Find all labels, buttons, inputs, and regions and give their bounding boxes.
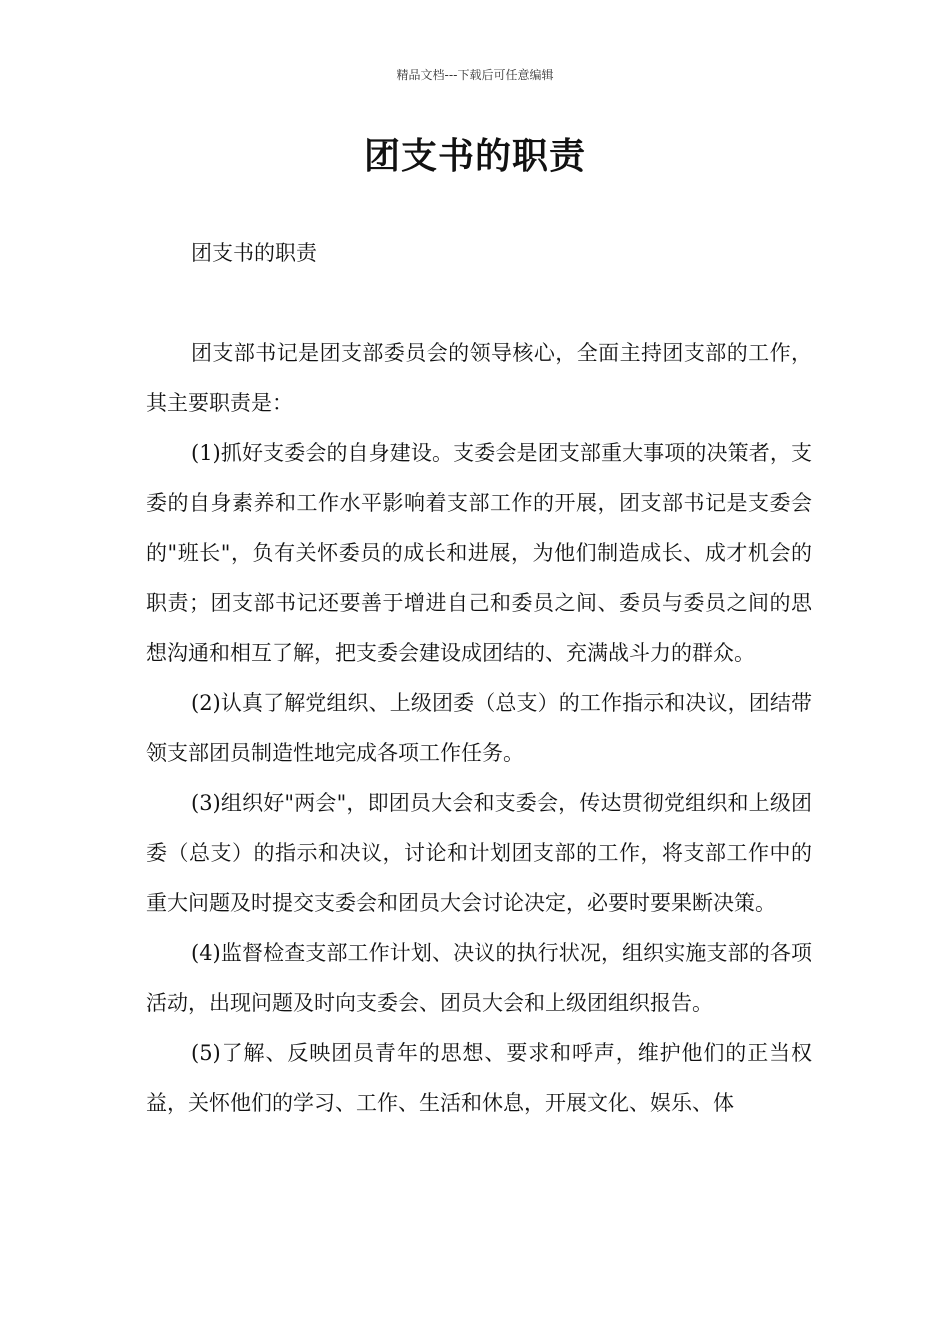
paragraph-duty-1: (1)抓好支委会的自身建设。支委会是团支部重大事项的决策者，支委的自身素养和工作水平影响着支部工作的开展，团支部书记是支委会的"班长"，负有关怀委员的成长和进展，为他们制造成长、成才机会的职责；团支部书记还要善于增进自己和委员之间、委员与委员之间的思想沟通和相互了解，把支委会建设成团结的、充满战斗力的群众。 xyxy=(146,441,812,665)
document-body xyxy=(146,328,812,1128)
paragraph-intro: 团支部书记是团支部委员会的领导核心，全面主持团支部的工作，其主要职责是： xyxy=(146,341,812,415)
paragraph-duty-2: (2)认真了解党组织、上级团委（总支）的工作指示和决议，团结带领支部团员制造性地完成各项工作任务。 xyxy=(146,691,812,765)
section-subtitle: 团支书的职责 xyxy=(191,241,317,265)
document-title: 团支书的职责 xyxy=(363,136,586,177)
paragraph-duty-3: (3)组织好"两会"，即团员大会和支委会，传达贯彻党组织和上级团委（总支）的指示和决议，讨论和计划团支部的工作，将支部工作中的重大问题及时提交支委会和团员大会讨论决定，必要时要果断决策。 xyxy=(146,791,812,915)
paragraph-duty-5: (5)了解、反映团员青年的思想、要求和呼声，维护他们的正当权益，关怀他们的学习、工作、生活和休息，开展文化、娱乐、体 xyxy=(146,1041,812,1115)
paragraph-duty-4: (4)监督检查支部工作计划、决议的执行状况，组织实施支部的各项活动，出现问题及时向支委会、团员大会和上级团组织报告。 xyxy=(146,941,812,1015)
header-note: 精品文档---下载后可任意编辑 xyxy=(396,68,554,82)
